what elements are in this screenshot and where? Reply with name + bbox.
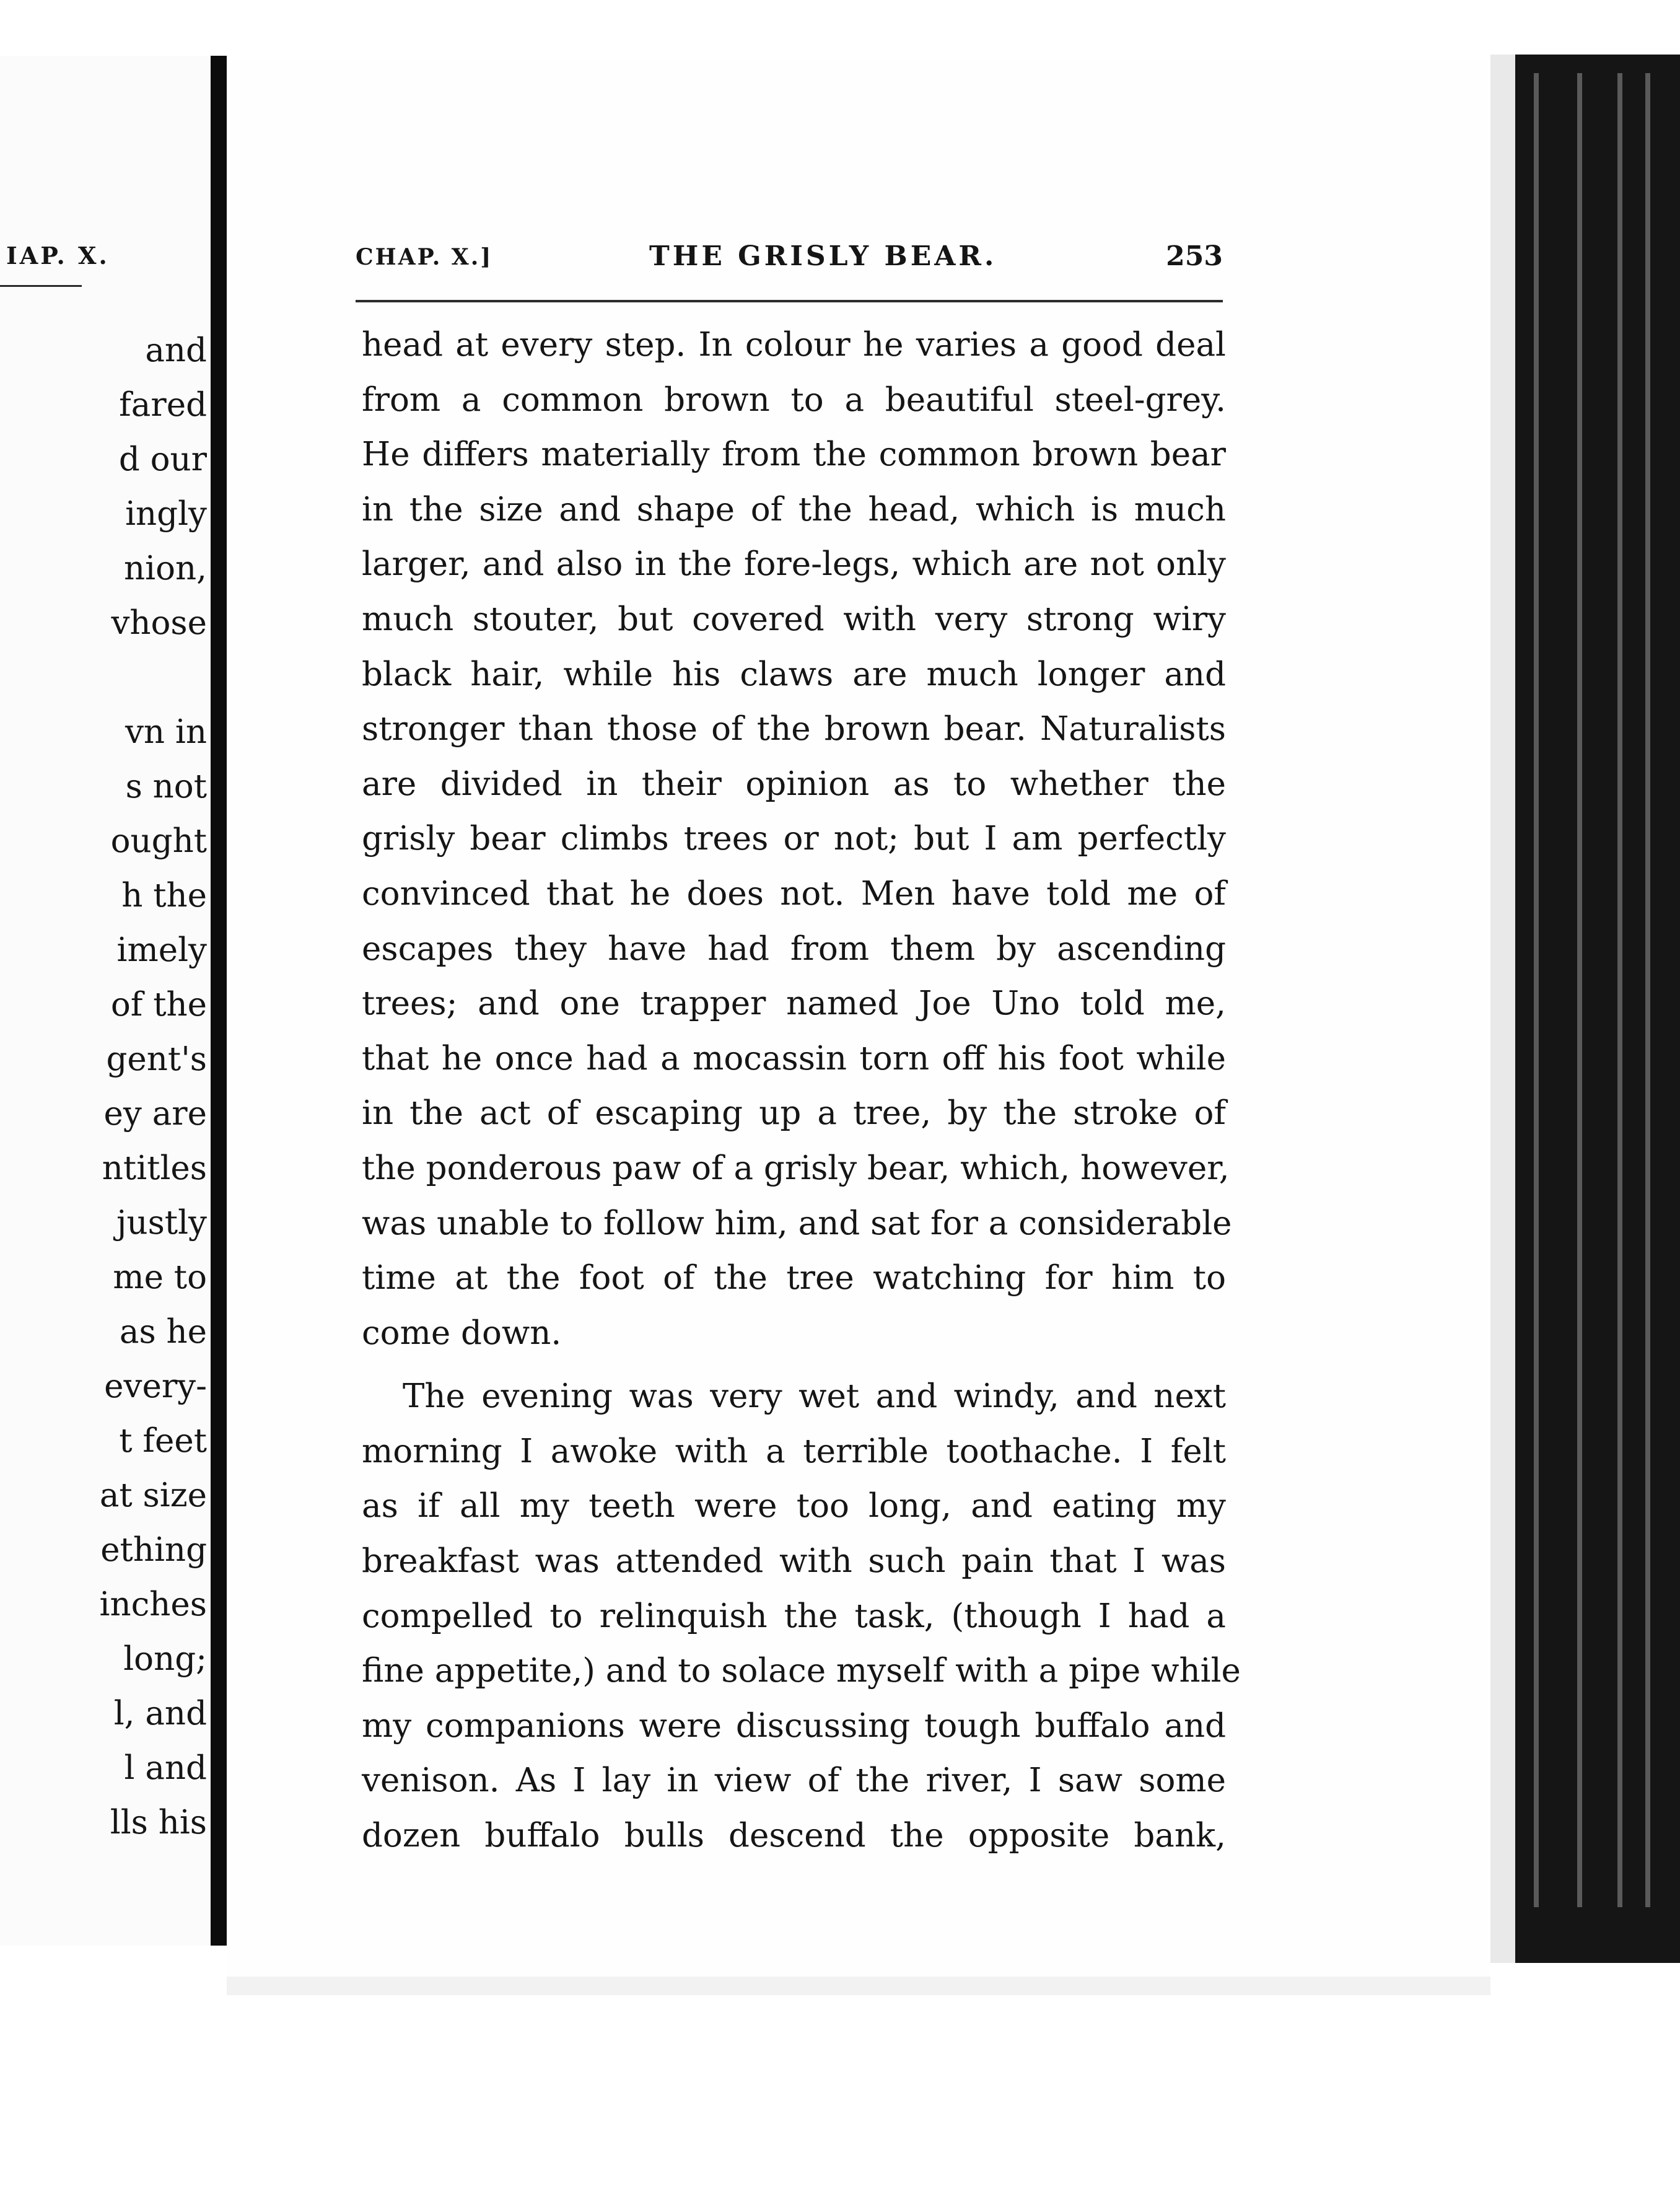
left-line: every- [104,1367,207,1405]
text-line: fine appetite,) and to solace myself with a pipe while [362,1652,1241,1690]
text-line: The evening was very wet and windy, and next [403,1377,1226,1416]
left-line: d our [118,441,207,478]
left-line: fared [119,386,207,424]
left-line [2,651,207,705]
paragraph-break [362,1361,1226,1369]
page-edge-line [1617,73,1622,1907]
text-line: dozen buffalo bulls descend the opposite bank, [362,1817,1226,1855]
text-line: stronger than those of the brown bear. Naturalists [362,710,1226,748]
left-line: s not [125,768,207,805]
book-page-edges [1490,55,1680,1963]
left-line: lls his [110,1804,207,1841]
page-edge-highlight [1490,55,1515,1963]
text-line: venison. As I lay in view of the river, I saw some [362,1762,1226,1800]
text-line: are divided in their opinion as to whether the [362,765,1226,803]
left-line: inches [99,1586,207,1623]
left-line: of the [110,986,207,1024]
left-head-rule [0,285,82,287]
text-line: morning I awoke with a terrible toothache. I felt [362,1432,1226,1470]
text-line: the ponderous paw of a grisly bear, which, however, [362,1149,1230,1187]
text-line: time at the foot of the tree watching for him to [362,1259,1226,1297]
body-text [362,318,1241,1864]
left-line: t feet [119,1422,207,1460]
text-line: was unable to follow him, and sat for a considerable [362,1204,1232,1242]
left-line: l, and [113,1695,207,1732]
left-line: me to [113,1258,207,1296]
text-line: escapes they have had from them by ascending [362,929,1226,968]
left-line: and [145,331,207,369]
page-title: THE GRISLY BEAR. [649,240,997,272]
text-line: in the act of escaping up a tree, by the stroke of [362,1094,1226,1133]
header-rule [356,300,1223,302]
page-edge-line [1534,73,1539,1907]
text-line: grisly bear climbs trees or not; but I am perfectly [362,820,1226,858]
text-line: compelled to relinquish the task, (though I had a [362,1597,1226,1635]
chapter-marker: CHAP. X.] [356,244,493,270]
text-line: breakfast was attended with such pain that I was [362,1542,1226,1581]
text-line: larger, and also in the fore-legs, which are not only [362,545,1226,584]
left-line: justly [116,1204,207,1242]
left-line: nion, [124,550,207,587]
page-edge-line [1645,73,1650,1907]
text-line: trees; and one trapper named Joe Uno told me, [362,985,1226,1023]
left-line: h the [121,877,207,915]
left-page-fragment [0,56,211,1946]
text-line: come down. [362,1314,562,1352]
left-line: ey are [103,1095,207,1133]
left-line: ething [100,1531,207,1569]
left-line: long; [123,1640,207,1678]
left-line: as he [119,1313,207,1351]
text-line: from a common brown to a beautiful steel-grey. [362,380,1226,419]
left-line: imely [116,931,207,969]
text-line: my companions were discussing tough buffalo and [362,1706,1226,1745]
running-head [356,240,1223,278]
left-line: ntitles [102,1149,207,1187]
book-gutter [211,56,227,1946]
text-line: much stouter, but covered with very strong wiry [362,600,1226,638]
text-line: in the size and shape of the head, which is much [362,490,1226,529]
text-line: black hair, while his claws are much longer and [362,655,1226,693]
left-line: ought [110,822,207,860]
text-line: that he once had a mocassin torn off his foot while [362,1039,1226,1078]
text-line: as if all my teeth were too long, and eating my [362,1487,1226,1525]
text-line: convinced that he does not. Men have told me of [362,874,1226,913]
page-number: 253 [1166,240,1223,272]
left-line: ingly [125,495,207,533]
page-bottom-edge [227,1977,1490,1995]
left-line: vn in [125,713,207,751]
text-line: He differs materially from the common brown bear [362,436,1226,474]
left-line: at size [99,1477,207,1514]
left-line: gent's [106,1040,207,1078]
left-line: vhose [111,604,207,642]
left-line: l and [124,1749,207,1787]
text-line: head at every step. In colour he varies a good deal [362,326,1226,364]
page-edge-line [1577,73,1582,1907]
left-text-column [2,323,207,1850]
left-running-head: IAP. X. [6,242,110,270]
